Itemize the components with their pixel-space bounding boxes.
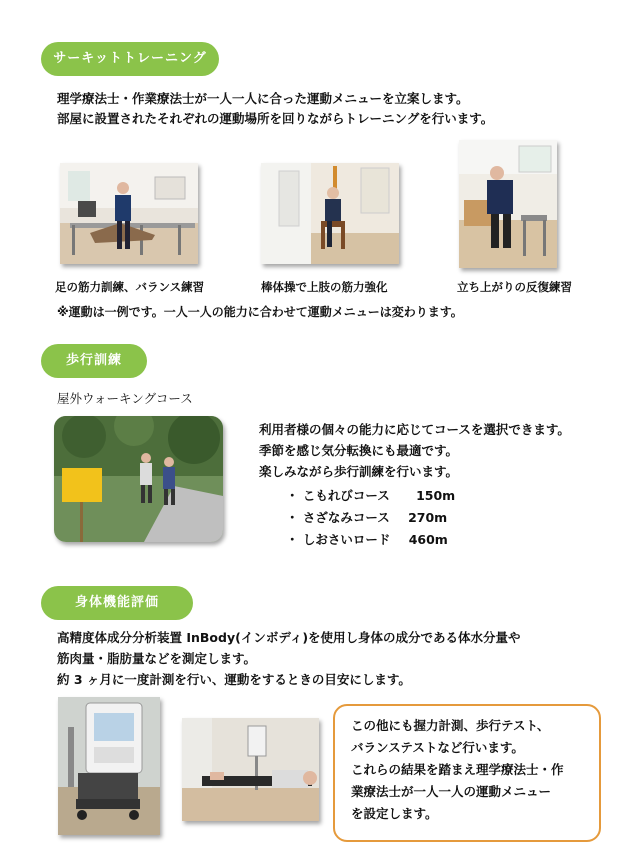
caption-stick-exercise: 棒体操で上肢の筋力強化	[261, 280, 388, 294]
assessment-line-1: 高精度体成分分析装置 InBody(インボディ)を使用し身体の成分である体水分量や	[57, 630, 521, 645]
walking-course-subheading: 屋外ウォーキングコース	[57, 391, 193, 406]
circuit-note: ※運動は一例です。一人一人の能力に合わせて運動メニューは変わります。	[57, 305, 463, 319]
course-row-shiosai	[286, 530, 448, 548]
bubble-line-5: を設定します。	[351, 806, 438, 821]
course-distance: 270m	[408, 510, 448, 525]
walking-line-2: 季節を感じ気分転換にも最適です。	[259, 443, 459, 458]
additional-tests-box	[333, 704, 601, 842]
bubble-line-4: 業療法士が一人一人の運動メニュー	[351, 784, 552, 799]
course-row-sazanami	[286, 508, 447, 526]
circuit-line-1: 理学療法士・作業療法士が一人一人に合った運動メニューを立案します。	[57, 91, 469, 106]
course-row-komorebi	[286, 486, 455, 504]
photo-body-measurement	[182, 718, 319, 821]
bubble-line-1: この他にも握力計測、歩行テスト、	[351, 718, 550, 733]
caption-leg-training: 足の筋力訓練、バランス練習	[55, 280, 205, 294]
caption-stand-up: 立ち上がりの反復練習	[457, 280, 572, 294]
assessment-line-3: 約 3 ヶ月に一度計測を行い、運動をするときの目安にします。	[57, 672, 411, 687]
photo-inbody-device	[58, 697, 160, 835]
course-name: ・ さざなみコース	[286, 510, 390, 525]
course-name: ・ しおさいロード	[286, 532, 391, 547]
assessment-heading: 身体機能評価	[41, 586, 193, 620]
course-distance: 460m	[408, 532, 448, 547]
assessment-line-2: 筋肉量・脂肪量などを測定します。	[57, 651, 257, 666]
circuit-line-2: 部屋に設置されたそれぞれの運動場所を回りながらトレーニングを行います。	[57, 111, 494, 126]
bubble-line-3: これらの結果を踏まえ理学療法士・作	[351, 762, 564, 777]
course-name: ・ こもれびコース	[286, 488, 390, 503]
walking-line-3: 楽しみながら歩行訓練を行います。	[259, 464, 459, 479]
photo-walking-course	[54, 416, 223, 542]
walking-line-1: 利用者様の個々の能力に応じてコースを選択できます。	[259, 422, 570, 437]
photo-stick-exercise	[261, 163, 399, 264]
photo-leg-training	[60, 163, 198, 264]
walking-training-heading: 歩行訓練	[41, 344, 147, 378]
bubble-line-2: バランステストなど行います。	[351, 740, 524, 755]
circuit-training-heading: サーキットトレーニング	[41, 42, 219, 76]
photo-stand-up-practice	[459, 140, 557, 268]
course-distance: 150m	[416, 488, 456, 503]
